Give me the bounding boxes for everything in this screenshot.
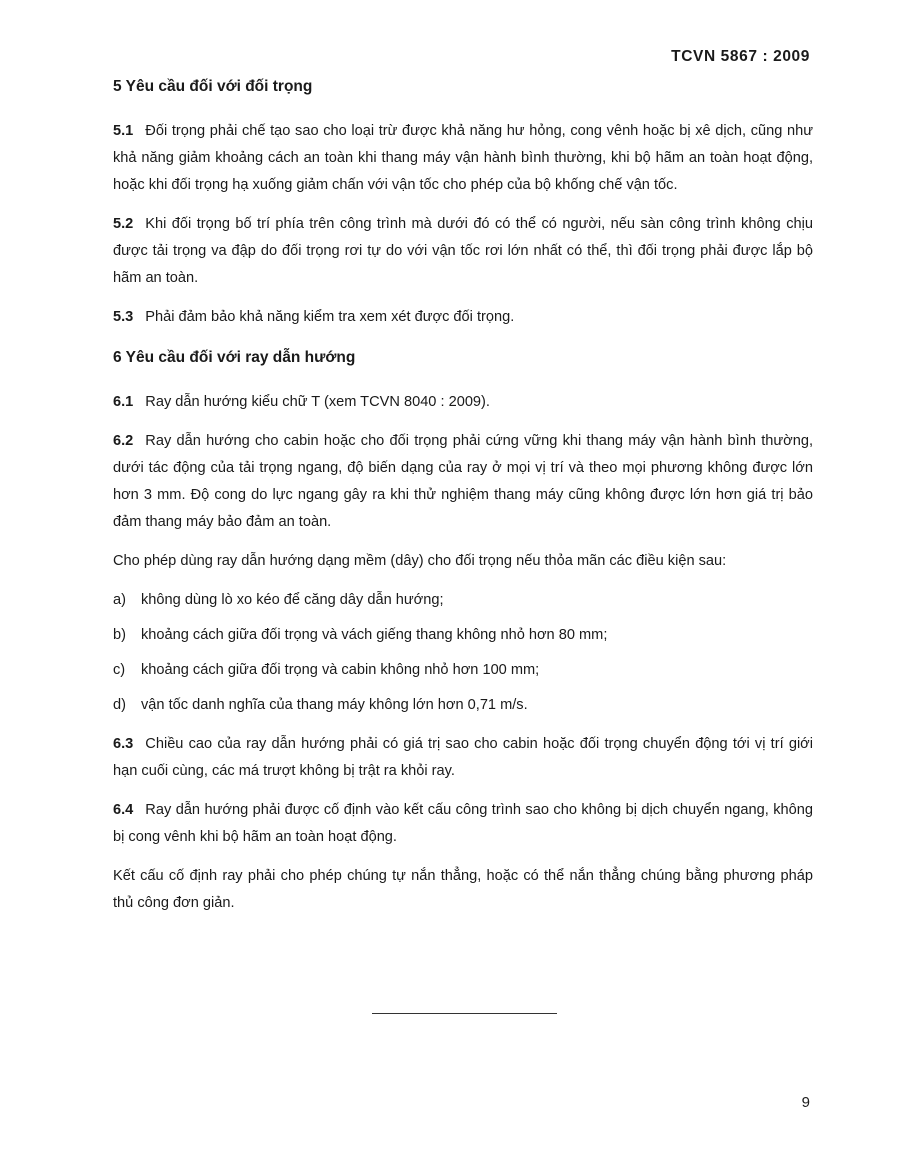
clause-5-3	[113, 304, 813, 331]
document-body	[113, 76, 813, 929]
clause-6-3	[113, 731, 813, 785]
closing-paragraph: Kết cấu cố định ray phải cho phép chúng tự nắn thẳng, hoặc có thể nắn thẳng chúng bằng phương pháp thủ công đơn giản.	[113, 868, 813, 911]
clause-number: 6.4	[113, 802, 134, 818]
clause-6-1	[113, 389, 813, 416]
item-letter: b)	[113, 627, 126, 643]
section-5-heading: 5 Yêu cầu đối với đối trọng	[113, 78, 313, 95]
clause-text: Đối trọng phải chế tạo sao cho loại trừ được khả năng hư hỏng, cong vênh hoặc bị xê dịch, cũng như khả năng giảm khoảng cách an toàn khi thang máy vận hành bình thường, khi bộ hãm an toàn hoạt động, hoặc khi đối trọng hạ xuống giảm chấn với vận tốc cho phép của bộ khống chế vận tốc.	[113, 123, 813, 193]
clause-text: Ray dẫn hướng kiểu chữ T (xem TCVN 8040 : 2009).	[145, 394, 490, 410]
clause-number: 5.1	[113, 123, 134, 139]
condition-item-d	[113, 692, 813, 719]
clause-number: 5.2	[113, 216, 134, 232]
condition-item-a	[113, 587, 813, 614]
clause-number: 6.2	[113, 433, 134, 449]
flexible-rail-intro: Cho phép dùng ray dẫn hướng dạng mềm (dây) cho đối trọng nếu thỏa mãn các điều kiện sau:	[113, 553, 727, 569]
clause-text: Khi đối trọng bố trí phía trên công trình mà dưới đó có thể có người, nếu sàn công trình không chịu được tải trọng va đập do đối trọng rơi tự do với vận tốc rơi lớn nhất có thể, thì đối trọng phải được lắp bộ hãm an toàn.	[113, 216, 813, 286]
item-text: không dùng lò xo kéo để căng dây dẫn hướng;	[141, 592, 444, 608]
item-text: vận tốc danh nghĩa của thang máy không lớn hơn 0,71 m/s.	[141, 697, 528, 713]
clause-6-4	[113, 797, 813, 851]
clause-6-2	[113, 428, 813, 536]
clause-text: Chiều cao của ray dẫn hướng phải có giá trị sao cho cabin hoặc đối trọng chuyển động tới vị trí giới hạn cuối cùng, các má trượt không bị trật ra khỏi ray.	[113, 736, 813, 779]
clause-number: 5.3	[113, 309, 134, 325]
clause-text: Ray dẫn hướng cho cabin hoặc cho đối trọng phải cứng vững khi thang máy vận hành bình thường, dưới tác động của tải trọng ngang, độ biến dạng của ray ở mọi vị trí và theo mọi phương không được lớn hơn 3 mm. Độ cong do lực ngang gây ra khi thử nghiệm thang máy cũng không được lớn hơn giá trị bảo đảm thang máy bảo đảm an toàn.	[113, 433, 813, 530]
clause-text: Ray dẫn hướng phải được cố định vào kết cấu công trình sao cho không bị dịch chuyển ngang, không bị cong vênh khi bộ hãm an toàn hoạt động.	[113, 802, 813, 845]
clause-text: Phải đảm bảo khả năng kiểm tra xem xét được đối trọng.	[145, 309, 515, 325]
item-letter: d)	[113, 697, 126, 713]
page-number: 9	[801, 1094, 810, 1111]
clause-5-1	[113, 118, 813, 199]
section-6-heading: 6 Yêu cầu đối với ray dẫn hướng	[113, 349, 356, 366]
item-text: khoảng cách giữa đối trọng và cabin không nhỏ hơn 100 mm;	[141, 662, 540, 678]
clause-5-2	[113, 211, 813, 292]
condition-item-c	[113, 657, 813, 684]
clause-number: 6.1	[113, 394, 134, 410]
item-letter: c)	[113, 662, 126, 678]
end-rule	[372, 1013, 557, 1014]
standard-code: TCVN 5867 : 2009	[671, 48, 810, 65]
item-text: khoảng cách giữa đối trọng và vách giếng thang không nhỏ hơn 80 mm;	[141, 627, 608, 643]
item-letter: a)	[113, 592, 126, 608]
condition-item-b	[113, 622, 813, 649]
clause-number: 6.3	[113, 736, 134, 752]
